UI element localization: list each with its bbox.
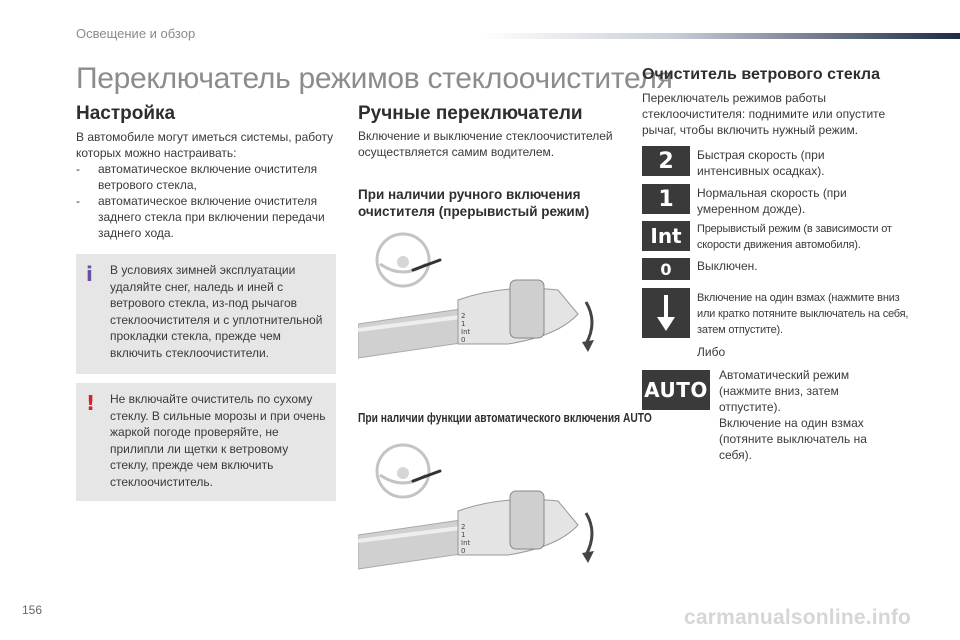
manual-heading: Ручные переключатели <box>358 103 583 124</box>
warning-note-text: Не включайте очиститель по сухому стеклу. В сильные морозы и при очень жаркой погоде проверяйте, не прилипли ли щетки к ветровому стеклу, прежде чем включить стеклоочиститель. <box>110 392 326 489</box>
steering-wheel-icon <box>377 445 429 497</box>
speed-1-icon: 1 <box>642 184 690 214</box>
list-item: - автоматическое включение очистителя ветрового стекла, <box>76 162 318 192</box>
warning-note <box>76 383 336 501</box>
intermittent-icon: Int <box>642 221 690 251</box>
mode-label-off: Выключен. <box>697 259 758 273</box>
stalk-position-label: 2 <box>461 312 466 320</box>
wiper-intro: Переключатель режимов работы стеклоочистителя: поднимите или опустите рычаг, чтобы включить нужный режим. <box>642 91 886 137</box>
stalk-position-label: Int <box>461 328 471 336</box>
page-number: 156 <box>22 603 43 617</box>
auto-icon: AUTO <box>642 370 710 410</box>
speed-2-icon: 2 <box>642 146 690 176</box>
wiper-stalk-illustration-auto <box>358 443 628 593</box>
wiper-heading: Очиститель ветрового стекла <box>642 66 880 83</box>
mode-label-speed-2: Быстрая скорость (при интенсивных осадках). <box>697 148 825 178</box>
section-header: Освещение и обзор <box>76 26 196 41</box>
page-title: Переключатель режимов стеклоочистителя <box>76 62 673 95</box>
info-note <box>76 254 336 374</box>
stalk-position-label: 0 <box>461 336 466 344</box>
info-icon: i <box>86 262 93 286</box>
mode-label-single-wipe: Включение на один взмах (нажмите вниз или кратко потяните выключатель на себя, затем отпустите). <box>697 292 909 336</box>
arrow-down-icon <box>642 288 690 338</box>
rotate-arrow-icon <box>586 513 592 555</box>
steering-wheel-icon <box>377 234 429 286</box>
stalk-position-label: Int <box>461 539 471 547</box>
setup-intro: В автомобиле могут иметься системы, работу которых можно настраивать: <box>76 130 334 160</box>
stalk-position-label: 1 <box>461 531 466 539</box>
setup-list <box>76 161 338 241</box>
stalk-position-label: 1 <box>461 320 466 328</box>
off-icon: 0 <box>642 258 690 280</box>
stalk-position-label: 0 <box>461 547 466 555</box>
manual-text: Включение и выключение стеклоочистителей осуществляется самим водителем. <box>358 129 613 159</box>
list-item: - автоматическое включение очистителя заднего стекла при включении передачи заднего хода. <box>76 194 325 240</box>
setup-heading: Настройка <box>76 103 176 124</box>
info-note-text: В условиях зимней эксплуатации удаляйте снег, наледь и иней с ветрового стекла, из-под рычагов стеклоочистителя и с уплотнительной прокладки стекла, прежде чем включить стеклоочистители. <box>110 263 323 360</box>
manual-subheading: При наличии ручного включения очистителя (прерывистый режим) <box>358 187 590 219</box>
header-divider <box>480 33 960 39</box>
footer-watermark: carmanualsonline.info <box>684 606 912 629</box>
rotate-arrow-icon <box>586 302 592 344</box>
wiper-stalk-illustration-manual <box>358 232 628 382</box>
auto-heading: При наличии функции автоматического включения AUTO <box>358 411 652 425</box>
warning-icon: ! <box>86 391 96 415</box>
mode-label-auto: Автоматический режим (нажмите вниз, затем отпустите). Включение на один взмах (потяните выключатель на себя). <box>719 368 867 462</box>
stalk-position-label: 2 <box>461 523 466 531</box>
mode-label-intermittent: Прерывистый режим (в зависимости от скорости движения автомобиля). <box>697 223 892 251</box>
mode-label-speed-1: Нормальная скорость (при умеренном дожде). <box>697 186 847 216</box>
either-label: Либо <box>697 345 726 359</box>
